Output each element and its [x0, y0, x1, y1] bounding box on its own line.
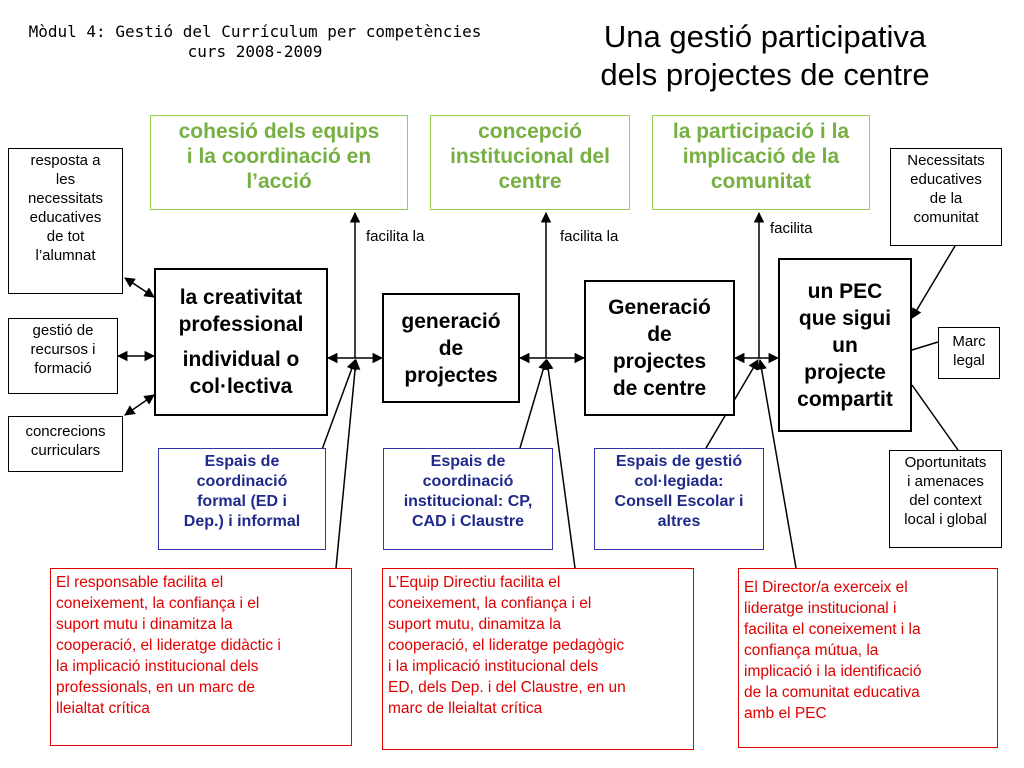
goal-cohesion: cohesió dels equips i la coordinació en l’acció — [150, 115, 408, 210]
input-oportunitats-amenaces: Oportunitats i amenaces del context local i global — [889, 450, 1002, 548]
space-gestio-collegiada: Espais de gestió col·legiada: Consell Escolar i altres — [594, 448, 764, 550]
input-necessitats-comunitat: Necessitats educatives de la comunitat — [890, 148, 1002, 246]
line-oportunitats — [912, 385, 958, 450]
module-line: Mòdul 4: Gestió del Currículum per competències — [28, 22, 482, 41]
input-concrecions-curriculars: concrecions curriculars — [8, 416, 123, 472]
note-equip-directiu: L’Equip Directiu facilita el coneixement, la confiança i el suport mutu, dinamitza la cooperació, el lideratge pedagògic i la implicació institucional dels ED, dels Dep. i del Claustre, en un marc de lleialtat crítica — [382, 568, 694, 750]
course-line: curs 2008-2009 — [187, 42, 323, 61]
creativitat-title: la creativitat professional — [178, 286, 304, 336]
process-creativitat — [154, 268, 328, 416]
facilita-label-right: facilita — [770, 220, 813, 237]
arrow-space-institucional — [520, 360, 546, 448]
process-generacio-projectes: generació de projectes — [382, 293, 520, 403]
note-director: El Director/a exerceix el lideratge institucional i facilita el coneixement i la confiança mútua, la implicació i la identificació de la comunitat educativa amb el PEC — [738, 568, 998, 748]
process-pec-compartit: un PEC que sigui un projecte compartit — [778, 258, 912, 432]
input-gestio-recursos: gestió de recursos i formació — [8, 318, 118, 394]
note-responsable: El responsable facilita el coneixement, la confiança i el suport mutu i dinamitza la cooperació, el lideratge didàctic i la implicació institucional dels professionals, en un marc de lleialtat crítica — [50, 568, 352, 746]
creativitat-subtitle: individual o col·lectiva — [182, 348, 300, 398]
arrow-concrecions — [125, 395, 154, 415]
facilita-label-left: facilita la — [366, 228, 425, 245]
goal-concepcio: concepció institucional del centre — [430, 115, 630, 210]
facilita-label-middle: facilita la — [560, 228, 619, 245]
arrow-resposta — [125, 278, 154, 297]
input-marc-legal: Marc legal — [938, 327, 1000, 379]
arrow-note-responsable — [336, 360, 356, 568]
goal-participacio: la participació i la implicació de la comunitat — [652, 115, 870, 210]
slide-title: Una gestió participativa dels projectes de centre — [600, 19, 930, 92]
process-generacio-centre: Generació de projectes de centre — [584, 280, 735, 416]
input-resposta-necessitats: resposta a les necessitats educatives de tot l’alumnat — [8, 148, 123, 294]
space-coordinacio-institucional: Espais de coordinació institucional: CP, CAD i Claustre — [383, 448, 553, 550]
arrow-necessitats — [912, 246, 955, 318]
space-coordinacio-formal: Espais de coordinació formal (ED i Dep.) i informal — [158, 448, 326, 550]
line-marc — [912, 342, 938, 350]
